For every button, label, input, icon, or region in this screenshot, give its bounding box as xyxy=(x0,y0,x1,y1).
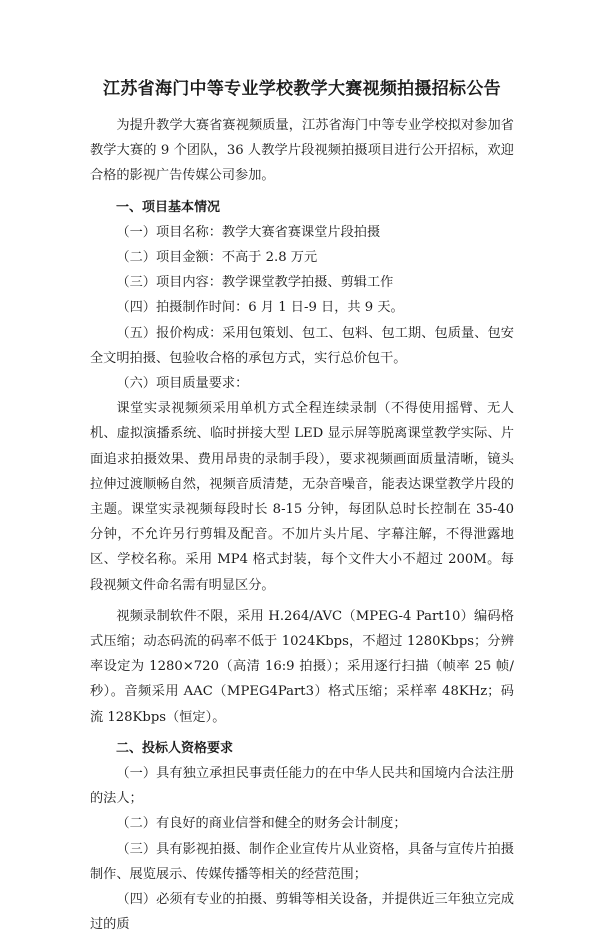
quality-paragraph: 视频录制软件不限，采用 H.264/AVC（MPEG-4 Part10）编码格式压缩；动态码流的码率不低于 1024Kbps，不超过 1280Kbps；分辨率设定为 1280×720（高清 16:9 拍摄）；采用逐行扫描（帧率 25 帧/秒）。音频采用 AAC（MPEG4Part3）格式压缩；采样率 48KHz；码流 128Kbps（恒定）。 xyxy=(90,608,514,725)
section-2-item: （四）必须有专业的拍摄、剪辑等相关设备，并提供近三年独立完成过的质 xyxy=(90,892,514,933)
section-1-heading: 一、项目基本情况 xyxy=(116,199,221,215)
quality-paragraph: 课堂实录视频须采用单机方式全程连续录制（不得使用摇臂、无人机、虚拟演播系统、临时拼接大型 LED 显示屏等脱离课堂教学实际、片面追求拍摄效果、费用昂贵的录制手段），要求视频画面质量清晰，镜头拉伸过渡顺畅自然，视频音质清楚，无杂音噪音，能表达课堂教学片段的主题。课堂实录视频每段时长 8-15 分钟，每团队总时长控制在 35-40 分钟，不允许另行剪辑及配音。不加片头片尾、字幕注解，不得泄露地区、学校名称。采用 MP4 格式封装，每个文件大小不超过 200M。每段视频文件命名需有明显区分。 xyxy=(90,401,514,593)
section-1-item: （一）项目名称：教学大赛省赛课堂片段拍摄 xyxy=(116,224,381,240)
intro-paragraph: 为提升教学大赛省赛视频质量，江苏省海门中等专业学校拟对参加省教学大赛的 9 个团队，36 人教学片段视频拍摄项目进行公开招标，欢迎合格的影视广告传媒公司参加。 xyxy=(90,118,514,184)
section-2-item: （一）具有独立承担民事责任能力的在中华人民共和国境内合法注册的法人； xyxy=(90,766,514,807)
section-2-item: （三）具有影视拍摄、制作企业宣传片从业资格，具备与宣传片拍摄制作、展览展示、传媒传播等相关的经营范围； xyxy=(90,841,514,882)
section-1-item: （四）拍摄制作时间：6 月 1 日-9 日，共 9 天。 xyxy=(116,300,404,316)
section-1-item: （六）项目质量要求： xyxy=(116,376,249,392)
section-1-item: （五）报价构成：采用包策划、包工、包料、包工期、包质量、包安全文明拍摄、包验收合格的承包方式，实行总价包干。 xyxy=(90,325,514,366)
document-title: 江苏省海门中等专业学校教学大赛视频拍摄招标公告 xyxy=(103,79,501,99)
section-2-heading: 二、投标人资格要求 xyxy=(116,740,234,756)
section-1-item: （三）项目内容：教学课堂教学拍摄、剪辑工作 xyxy=(116,275,394,291)
section-1-item: （二）项目金额：不高于 2.8 万元 xyxy=(116,250,318,266)
section-2-item: （二）有良好的商业信誉和健全的财务会计制度； xyxy=(116,816,407,832)
